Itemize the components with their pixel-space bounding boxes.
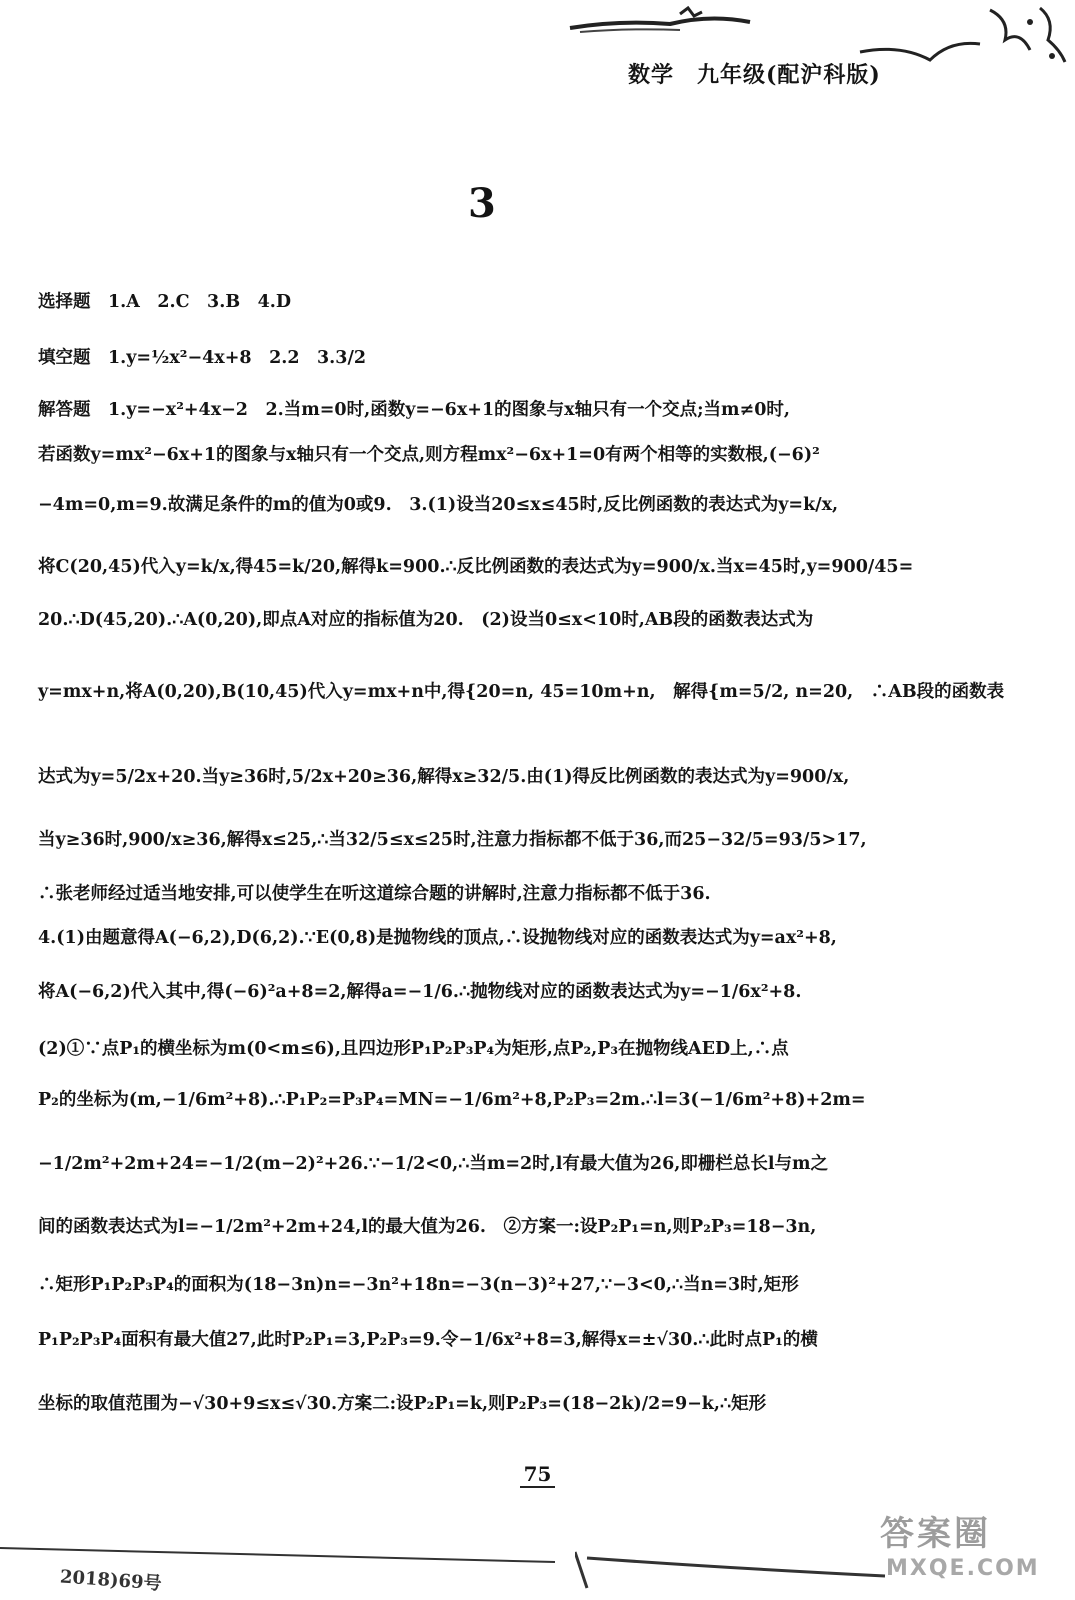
answer-line-13: 将A(−6,2)代入其中,得(−6)²a+8=2,解得a=−1/6.∴抛物线对应的函数表达式为y=−1/6x²+8.: [38, 982, 802, 1002]
answer-line-2: 填空题 1.y=½x²−4x+8 2.2 3.3/2: [38, 348, 367, 368]
answer-line-8: y=mx+n,将A(0,20),B(10,45)代入y=mx+n中,得{20=n, 45=10m+n, 解得{m=5/2, n=20, ∴AB段的函数表: [38, 682, 1005, 702]
answer-line-18: ∴矩形P₁P₂P₃P₄的面积为(18−3n)n=−3n²+18n=−3(n−3)²+27,∵−3<0,∴当n=3时,矩形: [38, 1275, 799, 1295]
answer-line-7: 20.∴D(45,20).∴A(0,20),即点A对应的指标值为20. (2)设当0≤x<10时,AB段的函数表达式为: [38, 610, 814, 630]
footer-edge-line-right: [575, 1548, 895, 1598]
answer-line-19: P₁P₂P₃P₄面积有最大值27,此时P₂P₁=3,P₂P₃=9.令−1/6x²+8=3,解得x=±√30.∴此时点P₁的横: [38, 1330, 818, 1350]
answer-line-5: −4m=0,m=9.故满足条件的m的值为0或9. 3.(1)设当20≤x≤45时,反比例函数的表达式为y=k/x,: [38, 495, 839, 515]
answer-line-14: (2)①∵点P₁的横坐标为m(0<m≤6),且四边形P₁P₂P₃P₄为矩形,点P₂,P₃在抛物线AED上,∴点: [38, 1039, 789, 1059]
page-number: [0, 1462, 1075, 1486]
watermark-url: MXQE.COM: [886, 1556, 1040, 1581]
answer-line-16: −1/2m²+2m+24=−1/2(m−2)²+26.∵−1/2<0,∴当m=2时,l有最大值为26,即栅栏总长l与m之: [38, 1154, 829, 1174]
answer-line-9: 达式为y=5/2x+20.当y≥36时,5/2x+20≥36,解得x≥32/5.由(1)得反比例函数的表达式为y=900/x,: [38, 767, 850, 787]
answer-line-3: 解答题 1.y=−x²+4x−2 2.当m=0时,函数y=−6x+1的图象与x轴只有一个交点;当m≠0时,: [38, 400, 790, 420]
answer-line-20: 坐标的取值范围为−√30+9≤x≤√30.方案二:设P₂P₁=k,则P₂P₃=(18−2k)/2=9−k,∴矩形: [38, 1394, 767, 1414]
page-number-text: 75: [520, 1462, 556, 1488]
header-title: 数学 九年级(配沪科版): [628, 62, 881, 88]
chapter-number: 3: [468, 180, 496, 227]
answer-line-4: 若函数y=mx²−6x+1的图象与x轴只有一个交点,则方程mx²−6x+1=0有两个相等的实数根,(−6)²: [38, 445, 820, 465]
answer-line-11: ∴张老师经过适当地安排,可以使学生在听这道综合题的讲解时,注意力指标都不低于36.: [38, 884, 711, 904]
answer-line-12: 4.(1)由题意得A(−6,2),D(6,2).∵E(0,8)是抛物线的顶点,∴设抛物线对应的函数表达式为y=ax²+8,: [38, 928, 837, 948]
answer-line-6: 将C(20,45)代入y=k/x,得45=k/20,解得k=900.∴反比例函数的表达式为y=900/x.当x=45时,y=900/45=: [38, 557, 914, 577]
answer-line-17: 间的函数表达式为l=−1/2m²+2m+24,l的最大值为26. ②方案一:设P₂P₁=n,则P₂P₃=18−3n,: [38, 1217, 817, 1237]
answer-line-10: 当y≥36时,900/x≥36,解得x≤25,∴当32/5≤x≤25时,注意力指标都不低于36,而25−32/5=93/5>17,: [38, 830, 867, 850]
footer-fragment: 2018)69号: [59, 1566, 163, 1595]
watermark-logo: 答案圈: [880, 1514, 991, 1554]
answer-line-15: P₂的坐标为(m,−1/6m²+8).∴P₁P₂=P₃P₄=MN=−1/6m²+8,P₂P₃=2m.∴l=3(−1/6m²+8)+2m=: [38, 1090, 866, 1110]
answer-line-1: 选择题 1.A 2.C 3.B 4.D: [38, 292, 292, 312]
